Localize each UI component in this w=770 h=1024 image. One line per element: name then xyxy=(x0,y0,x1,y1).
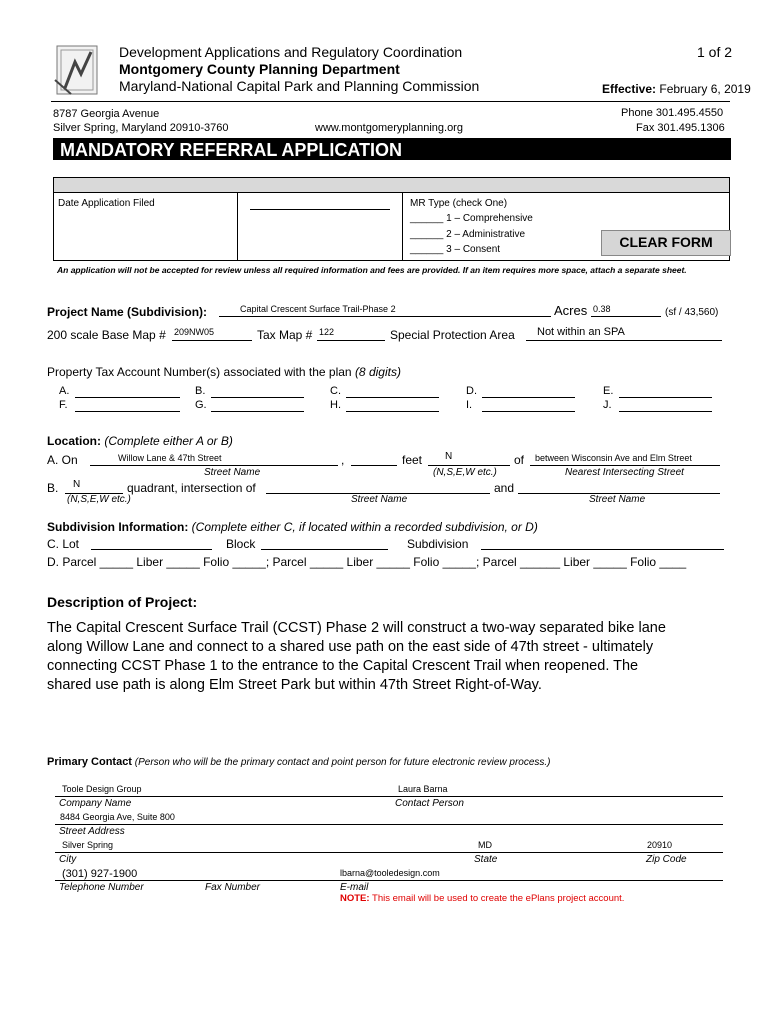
description-line-1: The Capital Crescent Surface Trail (CCST) Phase 2 will construct a two-way separated bike lane xyxy=(47,620,666,636)
required-notice: An application will not be accepted for review unless all required information and fees are provided. If an item requires more space, attach a separate sheet. xyxy=(57,265,687,275)
subdivision-heading xyxy=(47,520,538,534)
email-note-label: NOTE: xyxy=(340,893,370,904)
project-name-value: Capital Crescent Surface Trail-Phase 2 xyxy=(240,304,396,314)
tax-letter-g: G. xyxy=(195,399,207,411)
subdivision-block-label: Block xyxy=(226,537,256,551)
header-department: Montgomery County Planning Department xyxy=(119,61,400,77)
tax-letter-b: B. xyxy=(195,385,206,397)
effective-label: Effective: xyxy=(602,82,657,96)
location-a-feet-field[interactable] xyxy=(351,453,397,466)
base-map-label: 200 scale Base Map # xyxy=(47,328,166,342)
tax-field-g[interactable] xyxy=(211,399,304,412)
tax-letter-f: F. xyxy=(59,399,68,411)
description-line-2: along Willow Lane and connect to a shared use path on the east side of 47th street - ultimately xyxy=(47,639,654,655)
page-title: MANDATORY REFERRAL APPLICATION xyxy=(60,140,403,160)
email-note xyxy=(340,893,624,904)
location-b-street2-caption: Street Name xyxy=(589,494,646,505)
mr-type-administrative[interactable]: ______ 2 – Administrative xyxy=(410,229,526,240)
date-filed-label: Date Application Filed xyxy=(58,198,155,209)
street-caption: Street Address xyxy=(59,826,125,837)
location-a-street-caption: Street Name xyxy=(204,467,261,478)
base-map-value: 209NW05 xyxy=(174,327,215,337)
filing-table-header xyxy=(54,178,729,193)
tax-field-c[interactable] xyxy=(346,385,439,398)
address-line2: Silver Spring, Maryland 20910-3760 xyxy=(53,122,229,134)
subdivision-d-parcels[interactable]: D. Parcel _____ Liber _____ Folio _____; Parcel _____ Liber _____ Folio _____; Parcel ______ Liber _____ Folio ____ xyxy=(47,555,687,569)
phone-number: Phone 301.495.4550 xyxy=(621,107,724,119)
effective-date xyxy=(602,82,751,96)
tax-letter-i: I. xyxy=(466,399,473,411)
spa-label: Special Protection Area xyxy=(390,328,515,342)
location-b-street2-field[interactable] xyxy=(518,481,720,494)
tax-account-note: (8 digits) xyxy=(354,365,401,379)
tax-field-h[interactable] xyxy=(346,399,439,412)
project-name-label: Project Name (Subdivision): xyxy=(47,305,208,319)
mr-type-label: MR Type (check One) xyxy=(410,198,508,209)
location-b-prefix: B. xyxy=(47,481,59,495)
location-note: (Complete either A or B) xyxy=(104,434,233,448)
location-a-street-value: Willow Lane & 47th Street xyxy=(118,453,222,463)
tax-field-f[interactable] xyxy=(75,399,180,412)
mr-type-comprehensive[interactable]: ______ 1 – Comprehensive xyxy=(410,213,533,224)
zip-value[interactable]: 20910 xyxy=(647,840,673,850)
email-caption: E-mail xyxy=(340,882,369,893)
location-a-intersecting-value: between Wisconsin Ave and Elm Street xyxy=(535,453,692,463)
tax-field-e[interactable] xyxy=(619,385,712,398)
acres-note: (sf / 43,560) xyxy=(665,307,719,318)
page-number: 1 of 2 xyxy=(697,44,733,60)
state-value[interactable]: MD xyxy=(478,840,492,850)
tax-letter-j: J. xyxy=(603,399,612,411)
primary-contact-heading xyxy=(47,756,551,768)
company-caption: Company Name xyxy=(59,798,132,809)
location-b-street-field[interactable] xyxy=(266,481,490,494)
location-a-comma: , xyxy=(341,453,345,467)
acres-value: 0.38 xyxy=(593,304,611,314)
subdivision-lot-field[interactable] xyxy=(91,537,212,550)
header-commission: Maryland-National Capital Park and Planning Commission xyxy=(119,78,480,94)
primary-contact-label: Primary Contact xyxy=(47,756,132,768)
location-a-direction-field[interactable] xyxy=(428,453,510,466)
location-a-intersecting-caption: Nearest Intersecting Street xyxy=(565,467,684,478)
tax-letter-e: E. xyxy=(603,385,614,397)
email-value[interactable]: lbarna@tooledesign.com xyxy=(340,868,440,878)
location-b-direction-caption: (N,S,E,W etc.) xyxy=(67,494,131,505)
fax-number: Fax 301.495.1306 xyxy=(636,122,725,134)
primary-contact-note: (Person who will be the primary contact and point person for future electronic review process.) xyxy=(134,757,551,768)
effective-value: February 6, 2019 xyxy=(659,82,751,96)
tax-letter-d: D. xyxy=(466,385,477,397)
tax-field-i[interactable] xyxy=(482,399,575,412)
contact-person-caption: Contact Person xyxy=(395,798,464,809)
mr-type-consent[interactable]: ______ 3 – Consent xyxy=(410,244,501,255)
subdivision-label: Subdivision Information: xyxy=(47,520,189,534)
subdivision-note: (Complete either C, if located within a recorded subdivision, or D) xyxy=(191,520,538,534)
location-b-street-caption: Street Name xyxy=(351,494,408,505)
location-a-of: of xyxy=(514,453,525,467)
tax-field-j[interactable] xyxy=(619,399,712,412)
location-heading xyxy=(47,434,233,448)
street-value[interactable]: 8484 Georgia Ave, Suite 800 xyxy=(60,812,175,822)
date-filed-field[interactable] xyxy=(250,198,390,210)
tax-map-value: 122 xyxy=(319,327,335,337)
location-a-feet-label: feet xyxy=(402,453,423,467)
spa-value: Not within an SPA xyxy=(537,326,625,338)
location-a-direction-caption: (N,S,E,W etc.) xyxy=(433,467,497,478)
telephone-caption: Telephone Number xyxy=(59,882,144,893)
tax-field-b[interactable] xyxy=(211,385,304,398)
description-label: Description of Project: xyxy=(47,594,198,610)
tax-letter-c: C. xyxy=(330,385,341,397)
clear-form-button[interactable]: CLEAR FORM xyxy=(601,230,731,256)
tax-letter-a: A. xyxy=(59,385,70,397)
address-line1: 8787 Georgia Avenue xyxy=(53,108,160,120)
subdivision-block-field[interactable] xyxy=(261,537,388,550)
tax-field-d[interactable] xyxy=(482,385,575,398)
header-office: Development Applications and Regulatory Coordination xyxy=(119,44,463,60)
company-value[interactable]: Toole Design Group xyxy=(62,784,142,794)
contact-person-value[interactable]: Laura Barna xyxy=(398,784,448,794)
telephone-value[interactable]: (301) 927-1900 xyxy=(62,868,138,880)
website-link[interactable]: www.montgomeryplanning.org xyxy=(315,122,463,134)
location-a-prefix: A. On xyxy=(47,453,78,467)
tax-letter-h: H. xyxy=(330,399,341,411)
location-b-and: and xyxy=(494,481,515,495)
zip-caption: Zip Code xyxy=(646,854,687,865)
description-line-4: shared use path is along Elm Street Park but within 47th Street Right-of-Way. xyxy=(47,677,542,693)
subdivision-name-field[interactable] xyxy=(481,537,724,550)
location-label: Location: xyxy=(47,434,101,448)
location-a-direction-value: N xyxy=(445,451,453,462)
tax-map-label: Tax Map # xyxy=(257,328,313,342)
description-line-3: connecting CCST Phase 1 to the entrance to the Capital Crescent Trail when reopened. The xyxy=(47,658,639,674)
description-text[interactable] xyxy=(47,619,666,695)
tax-account-label: Property Tax Account Number(s) associated with the plan (8 digits) xyxy=(47,365,401,379)
state-caption: State xyxy=(474,854,498,865)
logo-icon xyxy=(51,44,99,96)
email-note-text: This email will be used to create the ePlans project account. xyxy=(369,893,625,904)
subdivision-name-label: Subdivision xyxy=(407,537,469,551)
subdivision-c-lot-label: C. Lot xyxy=(47,537,80,551)
city-value[interactable]: Silver Spring xyxy=(62,840,114,850)
fax-caption: Fax Number xyxy=(205,882,261,893)
location-b-text: quadrant, intersection of xyxy=(127,481,256,495)
city-caption: City xyxy=(59,854,77,865)
acres-label: Acres xyxy=(554,303,588,318)
location-b-direction-value: N xyxy=(73,479,81,490)
tax-field-a[interactable] xyxy=(75,385,180,398)
